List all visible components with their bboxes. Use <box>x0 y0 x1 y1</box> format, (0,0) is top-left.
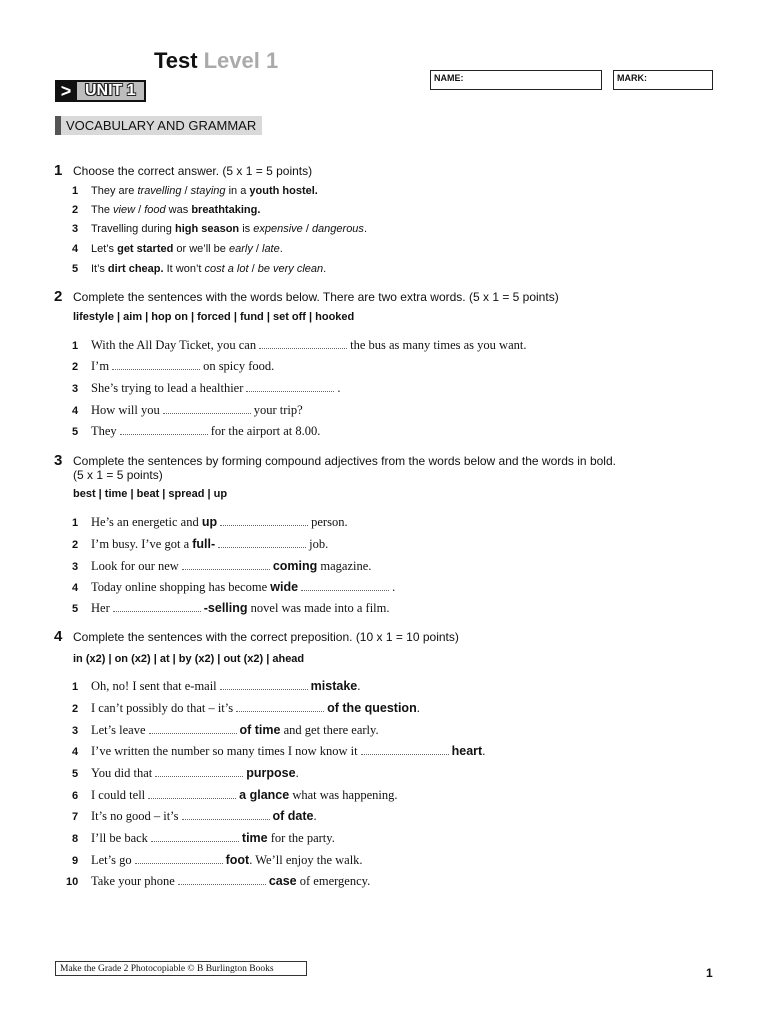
answer-option[interactable]: expensive <box>253 223 303 235</box>
exercise-heading: Complete the sentences with the correct preposition. (10 x 1 = 10 points) <box>73 630 459 644</box>
item-text: I’ve written the number so many times I now know it <box>91 744 358 758</box>
bold-word: a glance <box>239 788 290 802</box>
word-box: in (x2) | on (x2) | at | by (x2) | out (x2) | ahead <box>73 653 305 665</box>
item-text: novel was made into a film. <box>247 601 390 615</box>
item-number: 2 <box>72 204 79 216</box>
item-text: He’s an energetic and <box>91 515 202 529</box>
item-text: They are <box>91 185 138 197</box>
chevron-right-icon: > <box>60 81 72 101</box>
answer-option[interactable]: late <box>262 243 280 255</box>
item-text: I’m <box>91 359 110 373</box>
item-text: Look for our new <box>91 559 179 573</box>
answer-blank[interactable] <box>163 404 251 414</box>
list-item <box>91 701 420 716</box>
item-text: Today online shopping has become <box>91 580 271 594</box>
item-text: for the airport at 8.00. <box>210 424 321 438</box>
answer-option[interactable]: food <box>144 204 166 216</box>
bold-word: purpose <box>246 766 296 780</box>
heading-line-2: (5 x 1 = 5 points) <box>73 468 163 482</box>
item-text: With the All Day Ticket, you can <box>91 338 257 352</box>
item-text: in a <box>225 185 250 197</box>
item-number: 1 <box>72 517 79 529</box>
list-item <box>91 403 303 418</box>
bold-word: -selling <box>203 601 248 615</box>
item-text: . <box>392 580 396 594</box>
item-number: 4 <box>72 582 79 594</box>
word-box: best | time | beat | spread | up <box>73 488 228 500</box>
unit-label: UNIT 1 <box>77 82 144 100</box>
item-number: 2 <box>72 539 79 551</box>
answer-blank[interactable] <box>220 516 308 526</box>
list-item <box>91 381 341 396</box>
answer-blank[interactable] <box>135 854 223 864</box>
item-text: / <box>302 223 312 235</box>
item-text: the bus as many times as you want. <box>350 338 527 352</box>
answer-blank[interactable] <box>301 581 389 591</box>
list-item <box>91 223 367 235</box>
answer-option[interactable]: dangerous <box>311 223 364 235</box>
item-text: . <box>416 701 420 715</box>
bold-word: of time <box>239 723 281 737</box>
bold-word: of date <box>272 809 314 823</box>
item-text: Let’s leave <box>91 723 146 737</box>
item-text: . <box>313 809 317 823</box>
list-item <box>91 559 371 574</box>
answer-blank[interactable] <box>361 745 449 755</box>
item-number: 9 <box>72 855 79 867</box>
answer-option[interactable]: be very clean <box>257 263 324 275</box>
list-item <box>91 359 274 374</box>
item-text: It’s <box>91 263 108 275</box>
item-text: . <box>363 223 367 235</box>
unit-tag <box>55 80 146 102</box>
bold-word: full- <box>192 537 216 551</box>
item-text: what was happening. <box>289 788 398 802</box>
exercise-number: 3 <box>54 452 63 469</box>
item-number: 3 <box>72 725 79 737</box>
item-text: . <box>279 243 283 255</box>
name-field[interactable] <box>430 70 602 90</box>
item-number: 5 <box>72 426 79 438</box>
answer-blank[interactable] <box>151 832 239 842</box>
list-item <box>91 204 260 216</box>
item-text: How will you <box>91 403 160 417</box>
item-text: youth hostel. <box>249 185 318 197</box>
item-text: breathtaking. <box>191 204 261 216</box>
bold-word: coming <box>272 559 318 573</box>
list-item <box>91 723 379 738</box>
exercise-number: 2 <box>54 288 63 305</box>
item-text: Let’s go <box>91 853 132 867</box>
list-item <box>91 744 485 759</box>
bold-word: up <box>201 515 218 529</box>
answer-blank[interactable] <box>148 789 236 799</box>
item-text: / <box>135 204 145 216</box>
item-number: 4 <box>72 243 79 255</box>
item-number: 10 <box>66 876 79 888</box>
list-item <box>91 338 526 353</box>
list-item <box>91 515 348 530</box>
answer-blank[interactable] <box>182 810 270 820</box>
item-text: I’m busy. I’ve got a <box>91 537 193 551</box>
item-text: high season <box>174 223 240 235</box>
item-number: 2 <box>72 703 79 715</box>
item-number: 5 <box>72 603 79 615</box>
answer-blank[interactable] <box>220 680 308 690</box>
item-text: or we’ll be <box>173 243 229 255</box>
item-number: 1 <box>72 185 79 197</box>
list-item <box>91 243 283 255</box>
test-title <box>154 48 278 74</box>
item-text: . <box>357 679 361 693</box>
item-text: I could tell <box>91 788 146 802</box>
item-text: It won’t <box>163 263 205 275</box>
item-text: They <box>91 424 117 438</box>
item-text: / <box>181 185 191 197</box>
item-text: is <box>239 223 254 235</box>
item-text: She’s trying to lead a healthier <box>91 381 244 395</box>
answer-option[interactable]: early <box>228 243 253 255</box>
item-text: / <box>252 243 262 255</box>
item-number: 8 <box>72 833 79 845</box>
item-number: 1 <box>72 340 79 352</box>
item-text: . <box>482 744 486 758</box>
page-number: 1 <box>706 966 713 980</box>
item-text: Travelling during <box>91 223 175 235</box>
title-level: Level 1 <box>203 48 279 73</box>
item-text: Her <box>91 601 110 615</box>
item-text: Oh, no! I sent that e-mail <box>91 679 217 693</box>
item-text: on spicy food. <box>203 359 275 373</box>
item-text: Take your phone <box>91 874 175 888</box>
item-text: The <box>91 204 114 216</box>
item-number: 3 <box>72 383 79 395</box>
list-item <box>91 424 320 439</box>
answer-blank[interactable] <box>178 875 266 885</box>
item-number: 3 <box>72 223 79 235</box>
bold-word: time <box>241 831 268 845</box>
list-item <box>91 874 370 889</box>
item-number: 5 <box>72 768 79 780</box>
answer-blank[interactable] <box>182 560 270 570</box>
section-label: VOCABULARY AND GRAMMAR <box>55 116 262 135</box>
exercise-heading <box>73 454 673 482</box>
item-text: . <box>295 766 299 780</box>
item-number: 7 <box>72 811 79 823</box>
answer-blank[interactable] <box>113 602 201 612</box>
item-number: 6 <box>72 790 79 802</box>
item-text: magazine. <box>317 559 372 573</box>
exercise-number: 4 <box>54 628 63 645</box>
item-text: job. <box>309 537 329 551</box>
exercise-number: 1 <box>54 162 63 179</box>
item-number: 4 <box>72 405 79 417</box>
title-word: Test <box>154 48 198 73</box>
item-text: dirt cheap. <box>107 263 164 275</box>
word-box: lifestyle | aim | hop on | forced | fund | set off | hooked <box>73 311 355 323</box>
item-text: / <box>248 263 258 275</box>
list-item <box>91 185 318 197</box>
item-number: 2 <box>72 361 79 373</box>
answer-blank[interactable] <box>149 724 237 734</box>
item-text: I’ll be back <box>91 831 148 845</box>
exercise-heading: Choose the correct answer. (5 x 1 = 5 points) <box>73 164 313 178</box>
list-item <box>91 679 360 694</box>
answer-option[interactable]: travelling <box>137 185 182 197</box>
item-text: Let’s <box>91 243 118 255</box>
item-text: . <box>337 381 341 395</box>
list-item <box>91 766 299 781</box>
answer-option[interactable]: cost a lot <box>204 263 249 275</box>
bold-word: case <box>268 874 297 888</box>
item-number: 5 <box>72 263 79 275</box>
list-item <box>91 537 328 552</box>
bold-word: heart <box>451 744 483 758</box>
mark-label: MARK: <box>617 73 647 83</box>
item-text: get started <box>117 243 174 255</box>
list-item <box>91 809 317 824</box>
list-item <box>91 788 398 803</box>
bold-word: foot <box>225 853 250 867</box>
item-text: You did that <box>91 766 153 780</box>
heading-line-1: Complete the sentences by forming compound adjectives from the words below and the words in bold. <box>73 454 616 468</box>
mark-field[interactable] <box>613 70 713 90</box>
item-text: your trip? <box>253 403 303 417</box>
answer-blank[interactable] <box>236 702 324 712</box>
item-text: . We’ll enjoy the walk. <box>249 853 363 867</box>
item-text: It’s no good – it’s <box>91 809 179 823</box>
item-text: of emergency. <box>296 874 371 888</box>
list-item <box>91 263 326 275</box>
bold-word: mistake <box>310 679 358 693</box>
answer-option[interactable]: view <box>113 204 136 216</box>
item-text: I can’t possibly do that – it’s <box>91 701 234 715</box>
bold-word: of the question <box>327 701 417 715</box>
bold-word: wide <box>270 580 299 594</box>
answer-blank[interactable] <box>120 425 208 435</box>
item-text: was <box>165 204 192 216</box>
answer-blank[interactable] <box>218 538 306 548</box>
name-label: NAME: <box>434 73 464 83</box>
answer-blank[interactable] <box>259 339 347 349</box>
answer-blank[interactable] <box>155 767 243 777</box>
item-text: person. <box>311 515 348 529</box>
footer-credit: Make the Grade 2 Photocopiable © B Burlington Books <box>55 961 307 976</box>
list-item <box>91 601 390 616</box>
item-text: for the party. <box>267 831 335 845</box>
answer-option[interactable]: staying <box>190 185 226 197</box>
list-item <box>91 831 335 846</box>
item-text: . <box>323 263 327 275</box>
answer-blank[interactable] <box>112 360 200 370</box>
exercise-heading: Complete the sentences with the words below. There are two extra words. (5 x 1 = 5 points) <box>73 290 559 304</box>
list-item <box>91 853 363 868</box>
item-number: 4 <box>72 746 79 758</box>
item-number: 3 <box>72 561 79 573</box>
item-number: 1 <box>72 681 79 693</box>
item-text: and get there early. <box>280 723 379 737</box>
list-item <box>91 580 395 595</box>
answer-blank[interactable] <box>246 382 334 392</box>
